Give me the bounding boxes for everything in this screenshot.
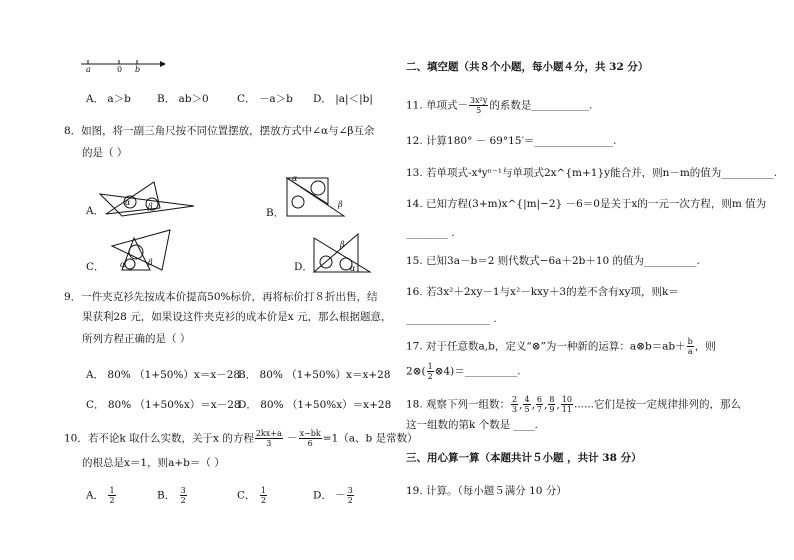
q9-option-b: B． 80% （1+50%）x＝x+28 [238,369,391,381]
number-line-figure [78,55,168,75]
q9-option-a: A． 80% （1+50%）x＝x－28 [86,369,241,381]
q15: 15. 已知3a－b＝2 则代数式−6a＋2b＋10 的值为__________. [406,255,700,267]
q8-stem-line1: 8．如图，将一副三角尺按不同位置摆放，摆放方式中∠α与∠β互余 [64,125,375,137]
q10-frac2: $\frac{x-bk}{6}$ [299,429,321,448]
q17-line2: 2⊗( $\frac{1}{2}$ ⊗4)＝__________. [406,362,521,381]
q18-fraction: $\frac{8}{9}$ [549,395,555,414]
numberline-label-zero: 0 [117,65,123,74]
q10-pre: 10．若不论k 取什么实数，关于x 的方程 [64,432,254,445]
q10-stem-line1 [64,429,418,448]
numberline-label-a: a [86,65,91,74]
q8d-alpha: α [350,264,356,273]
q10-post: =1（a、b 是常数） [322,432,418,445]
section2-heading: 二、填空题（共８个小题，每小题４分，共 32 分） [406,61,649,73]
q13: 13. 若单项式-x⁴yⁿ⁻¹与单项式2x^{m+1}y能合并，则n－m的值为__________. [406,167,778,179]
q9-option-c: C． 80% （1+50%x）＝x－28 [86,399,241,411]
q16-line2: ________________ . [406,313,497,325]
q10-option-a: A． $\frac{1}{2}$ [86,486,115,505]
q8-stem-line2: 的是（ ） [82,147,128,159]
q8-option-a-label: A． [86,205,105,217]
q9-stem-line3: 所列方程正确的是（ ） [82,333,191,345]
q10-minus: － [283,432,298,445]
q8b-beta: β [338,200,343,209]
q10-option-c: C． $\frac{1}{2}$ [237,486,266,505]
q18-fraction: $\frac{6}{7}$ [536,395,543,414]
q14-line1: 14. 已知方程(3+m)x^{|m|−2} －6＝0是关于x的一元一次方程，则m 值为 [406,198,767,210]
q8-option-b-label: B． [266,207,285,219]
q10-frac1: $\frac{2kx+a}{3}$ [255,429,282,448]
q8a-beta: β [148,202,153,211]
q9-option-d: D． 80% （1+50%x）＝x+28 [238,399,392,411]
numberline-label-b: b [135,65,141,74]
q18-fraction: $\frac{10}{11}$ [561,395,572,414]
q18-sequence: $\frac{2}{3}$ , $\frac{4}{5}$ , $\frac{6}{7}$ , $\frac{8}{9}$ , $\frac{10}{11}$ [512,395,572,414]
q17-line1: 17. 对于任意数a,b，定义“⊗”为一种新的运算：a⊗b＝ab＋ $\frac{b}{a}$ ，则 [406,337,716,356]
q9-stem-line1: 9．一件夹克衫先按成本价提高50%标价，再将标价打８折出售，结 [64,291,378,303]
q11: 11. 单项式－ $\frac{\text{3x²y}}{5}$ 的系数是___________. [406,96,593,115]
q8c-beta: β [148,258,153,267]
q18-fraction: $\frac{2}{3}$ [512,395,518,414]
q8-option-c-label: C． [86,261,105,273]
q8c-alpha: α [120,260,126,269]
q18-line2: 这一组数的第k 个数是 ____. [406,419,538,431]
section3-heading: 三、用心算一算（本题共计５小题 ，共计 38 分） [406,452,642,464]
q8d-beta: β [340,240,345,249]
q16-line1: 16. 若3x²＋2xy－1与x²－kxy＋3的差不含有xy项，则k＝ [406,286,679,298]
q8-option-d-label: D． [294,261,313,273]
q18-fraction: $\frac{4}{5}$ [524,395,530,414]
q7-option-a: A． a＞b [86,93,131,105]
q14-line2: ________ . [406,227,455,239]
q19: 19. 计算。（每小题５满分 10 分） [406,485,567,497]
q10-option-d: D． － $\frac{3}{2}$ [313,486,353,505]
q7-option-c: C． －a＞b [237,93,293,105]
q9-stem-line2: 果获利28 元，如果设这件夹克衫的成本价是x 元，那么根据题意， [82,311,392,323]
q10-stem-line2: 的根总是x＝1，则a+b＝（ ） [82,457,225,469]
q7-option-b: B． ab＞0 [157,93,209,105]
q18-line1: 18. 观察下列一组数： $\frac{2}{3}$ , $\frac{4}{5}$ , $\frac{6}{7}$ , $\frac{8}{9}$ , $\frac{10}{11}$ ......它们是按一定规律排列的，那么 [406,395,742,414]
q8a-alpha: α [125,198,131,207]
q8b-alpha: α [292,174,298,183]
q10-option-b: B． $\frac{3}{2}$ [157,486,186,505]
q7-option-d: D． |a|＜|b| [313,93,373,105]
q12: 12. 计算180° － 69°15′＝_______________. [406,135,617,147]
